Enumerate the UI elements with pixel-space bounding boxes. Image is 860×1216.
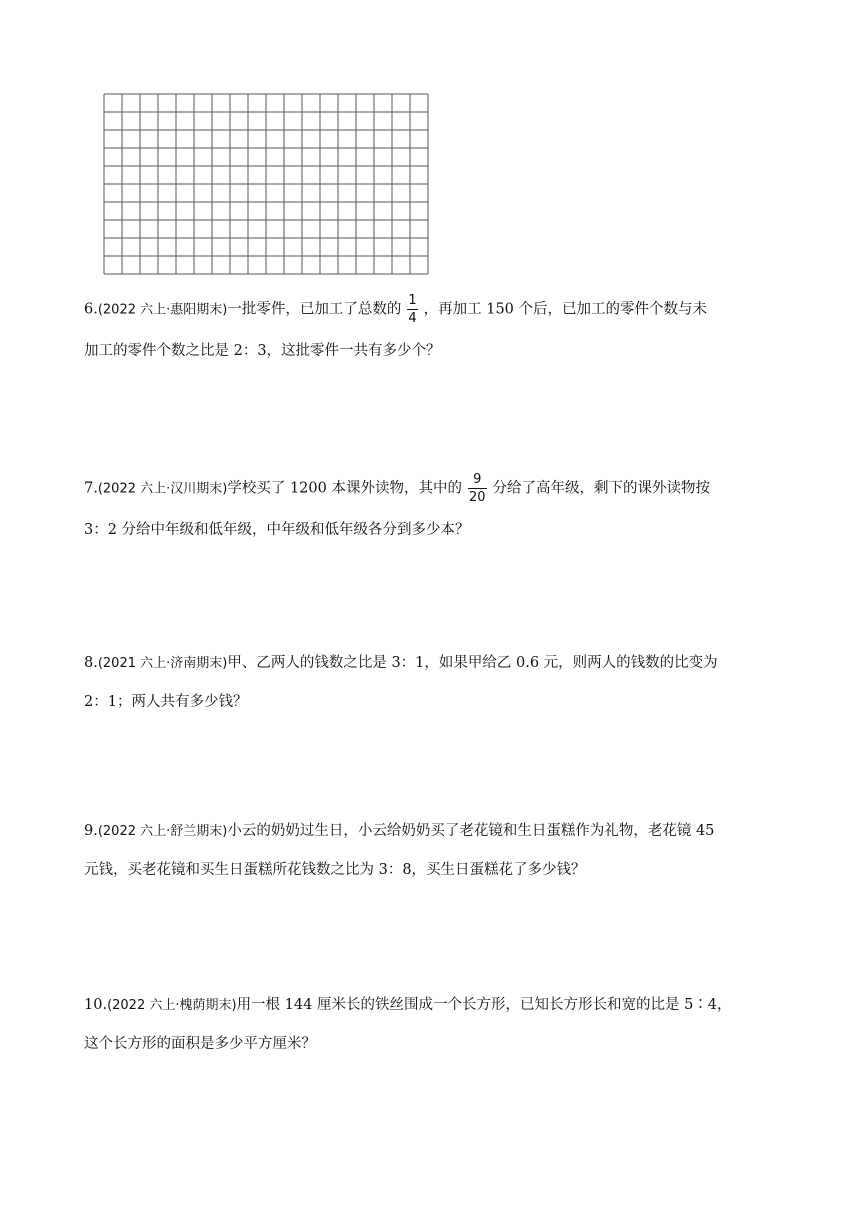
fraction (407, 294, 417, 325)
question-number: 8 (84, 655, 94, 671)
question-text: 小云的奶奶过生日，小云给奶奶买了老花镜和生日蛋糕作为礼物，老花镜 45 (227, 823, 715, 839)
question-10: 10.(2022 六上·槐荫期末)用一根 144 厘米长的铁丝围成一个长方形，已知长方形长和宽的比是 5∶4， 这个长方形的面积是多少平方厘米？ (84, 993, 784, 1056)
question-7: 7.(2022 六上·汉川期末)学校买了 1200 本课外读物，其中的 $\frac{9}{20}$ 分给了高年级，剩下的课外读物按 3：2 分给中年级和低年级，中年级和低年级各分到多少本？ (84, 473, 784, 542)
question-number: 6 (84, 301, 94, 318)
question-text-line2: 2：1；两人共有多少钱？ (84, 694, 248, 710)
fraction-denominator: 4 (408, 311, 417, 326)
question-source: (2022 六上·惠阳期末) (97, 302, 228, 318)
fraction (468, 473, 487, 504)
question-source: (2021 六上·济南期末) (97, 656, 228, 671)
question-text-line2: 加工的零件个数之比是 2：3，这批零件一共有多少个？ (84, 343, 441, 359)
question-text: 甲、乙两人的钱数之比是 3：1，如果甲给乙 0.6 元，则两人的钱数的比变为 (227, 655, 718, 671)
question-number: 7 (84, 480, 94, 497)
question-source: (2022 六上·槐荫期末) (107, 998, 237, 1013)
question-text: 学校买了 1200 本课外读物，其中的 (227, 480, 462, 497)
question-source: (2022 六上·舒兰期末) (97, 824, 228, 839)
question-text: 一批零件，已加工了总数的 (227, 301, 402, 318)
square-grid (103, 93, 429, 275)
question-source: (2022 六上·汉川期末) (97, 481, 228, 497)
question-text: 用一根 144 厘米长的铁丝围成一个长方形，已知长方形长和宽的比是 5∶4， (236, 997, 732, 1013)
question-text: 分给了高年级，剩下的课外读物按 (492, 480, 711, 497)
question-text-line2: 3：2 分给中年级和低年级，中年级和低年级各分到多少本？ (84, 522, 470, 538)
question-text-line2: 这个长方形的面积是多少平方厘米？ (84, 1036, 316, 1052)
question-text: ，再加工 150 个后，已加工的零件个数与未 (423, 301, 708, 318)
question-number: 10 (84, 997, 103, 1013)
question-9: 9.(2022 六上·舒兰期末)小云的奶奶过生日，小云给奶奶买了老花镜和生日蛋糕作为礼物，老花镜 45 元钱，买老花镜和买生日蛋糕所花钱数之比为 3：8，买生日蛋糕花了多少钱？ (84, 819, 784, 882)
fraction-numerator: 1 (408, 293, 417, 308)
question-text-line2: 元钱，买老花镜和买生日蛋糕所花钱数之比为 3：8，买生日蛋糕花了多少钱？ (84, 862, 586, 878)
question-8: 8.(2021 六上·济南期末)甲、乙两人的钱数之比是 3：1，如果甲给乙 0.6 元，则两人的钱数的比变为 2：1；两人共有多少钱？ (84, 651, 784, 714)
question-6: 6.(2022 六上·惠阳期末)一批零件，已加工了总数的 $\frac{1}{4}$ ，再加工 150 个后，已加工的零件个数与未 加工的零件个数之比是 2：3，这批零件一共有多少个？ (84, 294, 784, 363)
question-number: 9 (84, 823, 94, 839)
fraction-denominator: 20 (468, 490, 486, 505)
fraction-numerator: 9 (473, 472, 482, 487)
